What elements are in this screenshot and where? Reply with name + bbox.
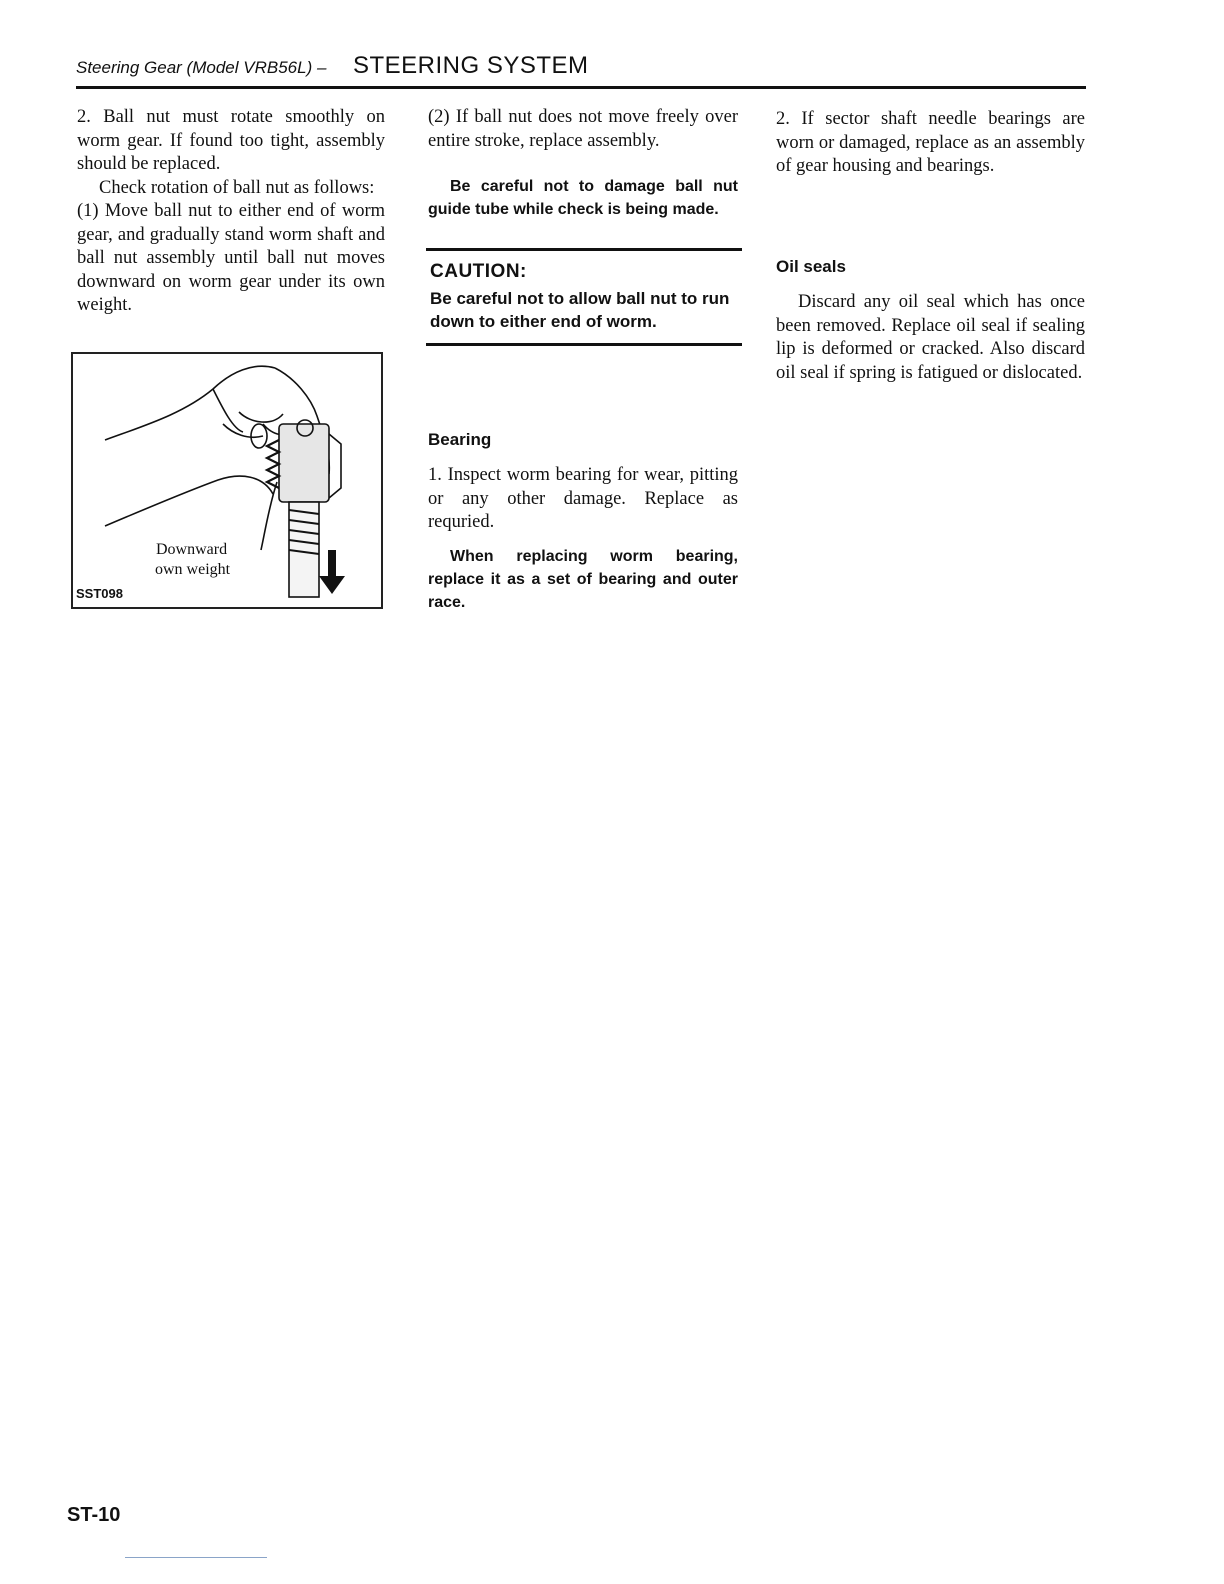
note-guide-tube: Be careful not to damage ball nut guide tube while check is being made. xyxy=(428,178,738,218)
figure-code: SST098 xyxy=(76,586,123,601)
page-header xyxy=(76,52,1086,89)
paragraph-inspect-bearing: 1. Inspect worm bearing for wear, pitting or any other damage. Replace as requried. xyxy=(428,465,738,532)
caution-text: Be careful not to allow ball nut to run down to either end of worm. xyxy=(430,289,730,331)
scan-artifact-line xyxy=(125,1557,267,1558)
figure-label-downward: Downward xyxy=(156,541,228,558)
section-bearing xyxy=(428,430,738,614)
heading-oil-seals: Oil seals xyxy=(776,257,846,276)
figure-ball-nut-check xyxy=(71,352,383,609)
page-number: ST-10 xyxy=(67,1504,121,1526)
paragraph-step-2: (2) If ball nut does not move freely over entire stroke, replace assembly. xyxy=(428,107,738,151)
paragraph-sector-shaft: 2. If sector shaft needle bearings are worn or damaged, replace as an assembly of gear housing and bearings. xyxy=(776,109,1085,176)
paragraph-step-1: (1) Move ball nut to either end of worm gear, and gradually stand worm shaft and ball nut assembly until ball nut moves downward on worm gear under its own weight. xyxy=(77,201,385,315)
header-title: STEERING SYSTEM xyxy=(353,52,589,79)
paragraph-oil-seals: Discard any oil seal which has once been removed. Replace oil seal if sealing lip is deformed or cracked. Also discard oil seal if spring is fatigued or dislocated. xyxy=(776,292,1085,383)
column-middle xyxy=(428,106,738,221)
column-left xyxy=(77,106,385,318)
figure-label-own-weight: own weight xyxy=(155,561,231,578)
down-arrow-icon xyxy=(319,550,345,594)
note-replace-bearing: When replacing worm bearing, replace it as a set of bearing and outer race. xyxy=(428,547,738,611)
section-oil-seals xyxy=(776,257,1085,385)
caution-title: CAUTION: xyxy=(430,261,527,282)
header-subtitle: Steering Gear (Model VRB56L) – xyxy=(76,58,327,77)
paragraph-check-rotation: Check rotation of ball nut as follows: xyxy=(99,177,375,198)
heading-bearing: Bearing xyxy=(428,430,492,449)
caution-box xyxy=(426,248,742,346)
paragraph-ball-nut-rotation: 2. Ball nut must rotate smoothly on worm gear. If found too tight, assembly should be replaced. xyxy=(77,107,385,174)
column-right xyxy=(776,108,1085,179)
